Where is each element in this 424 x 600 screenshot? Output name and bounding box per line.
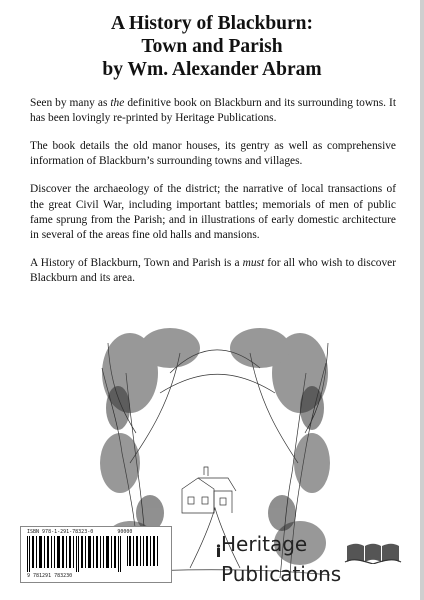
blurb-p1-text-a: Seen by many as (30, 97, 111, 109)
open-books-icon (343, 538, 403, 564)
title-line-3: by Wm. Alexander Abram (102, 59, 322, 80)
blurb-paragraph-4 (30, 256, 396, 286)
price-code: 90000 (117, 529, 133, 535)
isbn-number: ISBN 978-1-291-78323-0 (27, 529, 94, 535)
title-line-2: Town and Parish (141, 36, 283, 57)
blurb-p4-text-b: for all who wish to discover Blackburn and its area. (30, 257, 396, 285)
book-title (0, 12, 424, 81)
isbn-text (27, 529, 132, 535)
publisher-logo (215, 532, 415, 592)
blurb-paragraph-1 (30, 96, 396, 126)
barcode-bars-icon (27, 536, 165, 572)
blurb-p4-emphasis: must (242, 257, 265, 270)
title-line-1: A History of Blackburn: (110, 13, 314, 34)
blurb-p1-text-b: definitive book on Blackburn and its surrounding towns. It has been lovingly re-printed by Heritage Publications. (30, 97, 396, 125)
blurb (30, 96, 396, 299)
page-edge (420, 0, 424, 600)
blurb-paragraph-2: The book details the old manor houses, its gentry as well as comprehensive information of Blackburn’s surrounding towns and villages. (30, 140, 396, 168)
blurb-paragraph-3: Discover the archaeology of the district; the narrative of local transactions of the great Civil War, including important battles; memorials of men of public fame sprung from the Parish; and in illustrations of early domestic architecture in several of the areas fine old halls and mansions. (30, 183, 396, 242)
blurb-p4-text-a: A History of Blackburn, Town and Parish is a (30, 257, 243, 270)
publisher-name-line-2: Publications (221, 562, 342, 586)
isbn-barcode (20, 526, 172, 583)
publisher-name-line-1: Heritage (221, 532, 308, 556)
blurb-p1-emphasis: the (110, 97, 125, 109)
barcode-digits: 9 781291 783230 (27, 573, 73, 579)
